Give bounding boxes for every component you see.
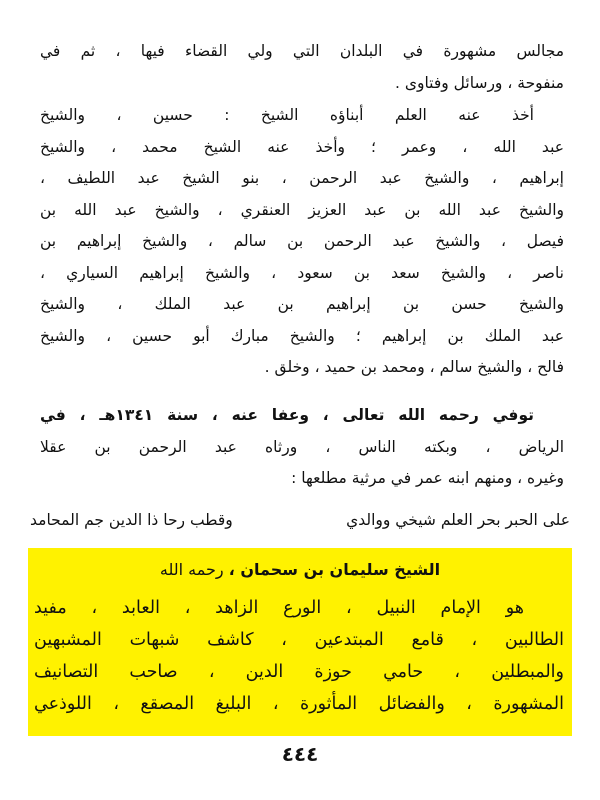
text-line: هو الإمام النبيل ، الورع الزاهد ، العابد ، مفيد [34,598,524,618]
death-lead-line [40,400,564,432]
text-line: فيصل ، والشيخ عبد الرحمن بن سالم ، والشيخ إبراهيم بن [40,232,564,250]
page-number: ٤٤٤ [281,742,319,766]
text-line: أخذ عنه العلم أبناؤه الشيخ : حسين ، والشيخ [40,106,534,124]
section-heading-name: الشيخ سليمان بن سحمان ، [228,560,441,579]
poem-verse [30,505,570,535]
text-line: وغيره ، ومنهم ابنه عمر في مرثية مطلعها : [291,469,564,487]
text-line: منفوحة ، ورسائل وفتاوى . [394,73,564,92]
text-line: الطالبين ، قامع المبتدعين ، كاشف شبهات المشبهين [34,630,564,650]
text-line: مجالس مشهورة في البلدان التي ولي القضاء فيها ، ثم في [40,42,564,60]
text-line: فالح ، والشيخ سالم ، ومحمد بن حميد ، وخلق . [264,358,564,376]
verse-second-hemistich: وقطب رحا ذا الدين جم المحامد [30,511,233,529]
text-line: المشهورة ، والفضائل المأثورة ، البليغ المصقع ، اللوذعي [34,694,564,714]
highlighted-section-body [34,592,564,720]
section-heading-suffix: رحمه الله [159,560,224,579]
death-paragraph [40,400,564,495]
text-line: والمبطلين ، حامي حوزة الدين ، صاحب التصانيف [34,662,564,682]
death-lead: توفي رحمه الله تعالى ، وعفا عنه ، سنة ١٣٤١هـ ، في [40,406,534,424]
text-line: إبراهيم ، والشيخ عبد الرحمن ، بنو الشيخ عبد اللطيف ، [40,169,564,187]
text-line: عبد الملك بن إبراهيم ؛ والشيخ مبارك أبو حسين ، والشيخ [40,326,564,345]
section-heading [40,556,560,584]
verse-first-hemistich: على الحبر بحر العلم شيخي ووالدي [346,511,570,529]
text-line: الرياض ، وبكته الناس ، ورثاه عبد الرحمن بن عقلا [40,437,564,456]
text-line: والشيخ عبد الله بن عبد العزيز العنقري ، والشيخ عبد الله بن [40,200,564,219]
intro-paragraph [40,36,564,99]
text-line: والشيخ حسن بن إبراهيم بن عبد الملك ، والشيخ [40,295,564,313]
students-paragraph [40,100,564,384]
text-line: ناصر ، والشيخ سعد بن سعود ، والشيخ إبراهيم السياري ، [40,263,564,282]
text-line: عبد الله ، وعمر ؛ وأخذ عنه الشيخ محمد ، والشيخ [40,137,564,156]
